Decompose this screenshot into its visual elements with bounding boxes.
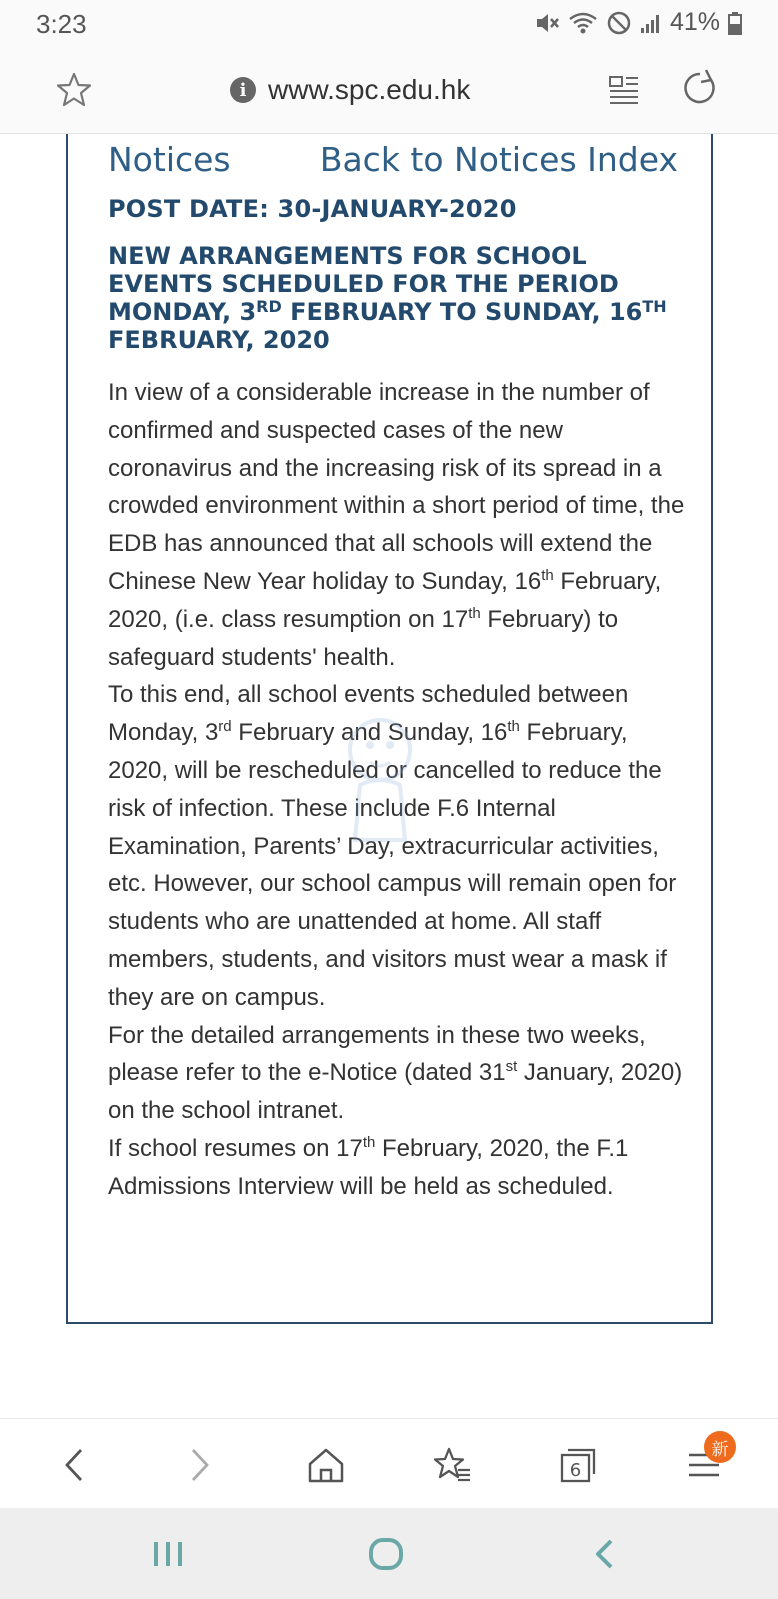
reader-mode-icon[interactable] (608, 74, 648, 110)
paragraph-3: For the detailed arrangements in these two weeks, please refer to the e-Notice (dated 31st January, 2020) on the school intranet. (108, 1021, 683, 1125)
info-icon[interactable]: i (230, 77, 256, 103)
post-date: POST DATE: 30-JANUARY-2020 (108, 195, 517, 223)
paragraph-2: To this end, all school events scheduled between Monday, 3rd February and Sunday, 16th February, 2020, will be rescheduled or cancelled to reduce the risk of infection. These include F.6 Internal Examination, Parents’ Day, extracurricular activities, etc. However, our school campus will remain open for students who are unattended at home. All staff members, students, and visitors must wear a mask if they are on campus. (108, 681, 677, 1011)
address-bar[interactable] (230, 70, 470, 110)
watermark-mascot-icon (330, 700, 430, 860)
back-icon[interactable] (50, 1441, 98, 1489)
bookmarks-icon[interactable] (428, 1441, 476, 1489)
battery-icon (728, 11, 742, 35)
status-icons (534, 8, 742, 37)
url-text[interactable]: www.spc.edu.hk (268, 74, 471, 105)
reload-icon[interactable] (680, 68, 724, 112)
browser-bottom-nav (0, 1418, 778, 1508)
wifi-icon (568, 11, 598, 35)
tabs-count: 6 (569, 1460, 582, 1481)
menu-new-badge: 新 (704, 1431, 736, 1463)
notice-nav (108, 140, 678, 179)
recent-apps-icon[interactable] (143, 1532, 193, 1576)
system-nav-bar (0, 1508, 778, 1599)
mute-icon (534, 11, 560, 35)
signal-icon (640, 12, 662, 34)
battery-text: 41% (669, 8, 720, 36)
notices-link[interactable]: Notices (108, 140, 231, 179)
paragraph-1: In view of a considerable increase in the number of confirmed and suspected cases of the new coronavirus and the increasing risk of its spread in a crowded environment within a short period of time, the EDB has announced that all schools will extend the Chinese New Year holiday to Sunday, 16th February, 2020, (i.e. class resumption on 17th February) to safeguard students' health. (108, 379, 685, 671)
home-button-icon[interactable] (361, 1532, 411, 1576)
system-back-icon[interactable] (579, 1532, 629, 1576)
notice-title: NEW ARRANGEMENTS FOR SCHOOL EVENTS SCHEDULED FOR THE PERIOD MONDAY, 3RD FEBRUARY TO SUNDAY, 16TH FEBRUARY, 2020 (108, 242, 667, 354)
do-not-disturb-icon (606, 10, 632, 36)
tabs-icon[interactable] (554, 1441, 602, 1489)
back-to-notices-index-link[interactable]: Back to Notices Index (319, 140, 678, 179)
status-bar (0, 0, 778, 48)
forward-icon[interactable] (176, 1441, 224, 1489)
add-bookmark-star-icon[interactable] (54, 70, 98, 114)
home-icon[interactable] (302, 1441, 350, 1489)
browser-toolbar (0, 48, 778, 134)
paragraph-4: If school resumes on 17th February, 2020, the F.1 Admissions Interview will be held as scheduled. (108, 1133, 629, 1200)
status-time: 3:23 (36, 9, 87, 39)
